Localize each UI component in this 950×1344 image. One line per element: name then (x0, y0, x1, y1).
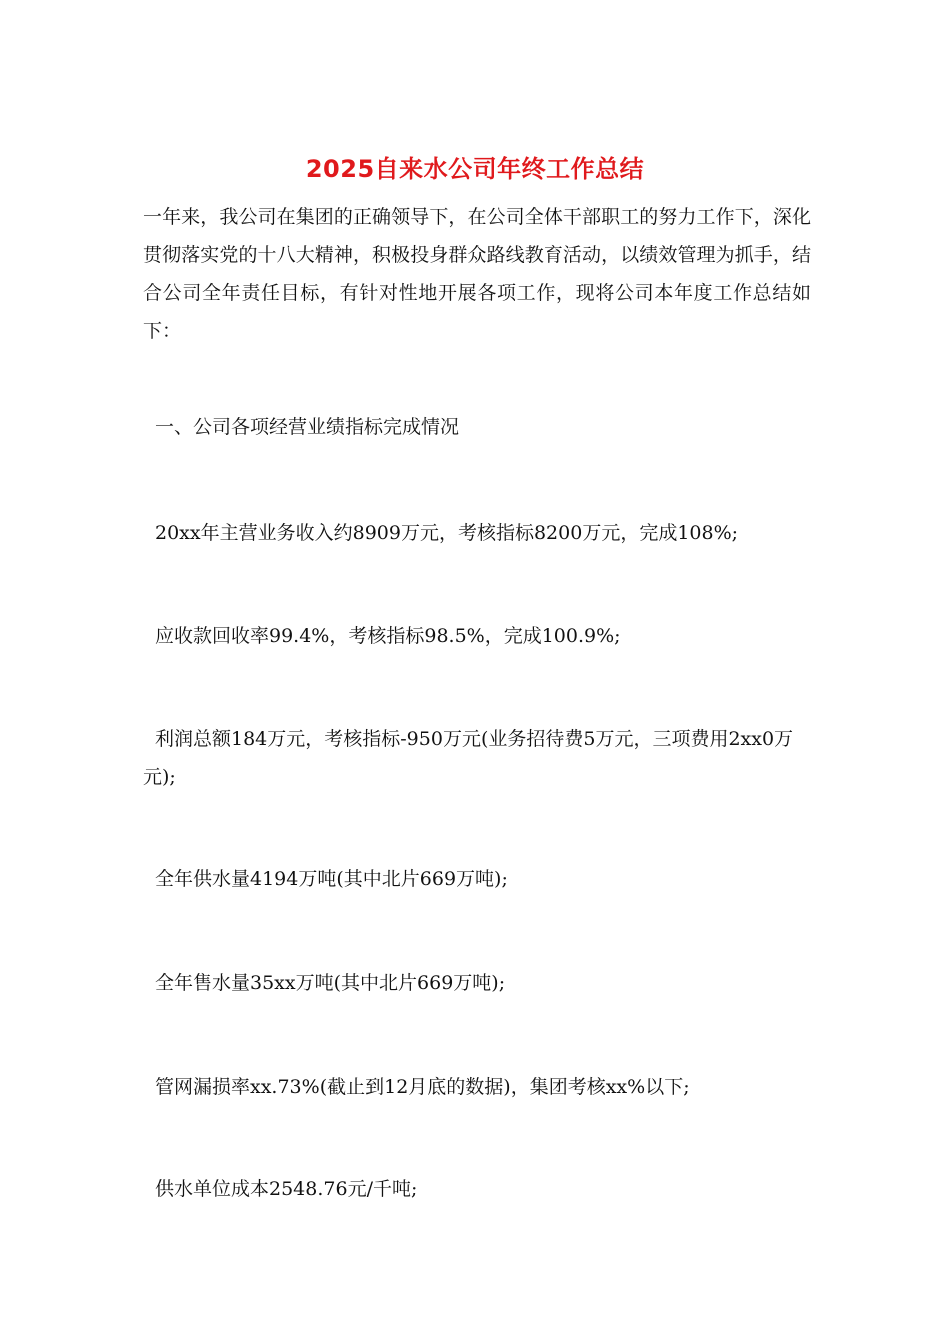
list-item: 应收款回收率99.4%，考核指标98.5%，完成100.9%; (155, 625, 621, 647)
document-title: 2025自来水公司年终工作总结 (305, 155, 645, 183)
list-item: 全年供水量4194万吨(其中北片669万吨); (155, 868, 508, 890)
list-item: 20xx年主营业务收入约8909万元，考核指标8200万元，完成108%; (155, 522, 739, 544)
list-item: 利润总额184万元，考核指标-950万元(业务招待费5万元，三项费用2xx0万元); (143, 728, 794, 788)
list-item: 管网漏损率xx.73%(截止到12月底的数据)，集团考核xx%以下; (155, 1076, 690, 1098)
intro-paragraph: 一年来，我公司在集团的正确领导下，在公司全体干部职工的努力工作下，深化贯彻落实党的十八大精神，积极投身群众路线教育活动，以绩效管理为抓手，结合公司全年责任目标，有针对性地开展各项工作，现将公司本年度工作总结如下： (143, 206, 811, 342)
section-heading: 一、公司各项经营业绩指标完成情况 (155, 416, 460, 438)
list-item: 全年售水量35xx万吨(其中北片669万吨); (155, 972, 506, 994)
list-item: 供水单位成本2548.76元/千吨; (155, 1178, 418, 1200)
